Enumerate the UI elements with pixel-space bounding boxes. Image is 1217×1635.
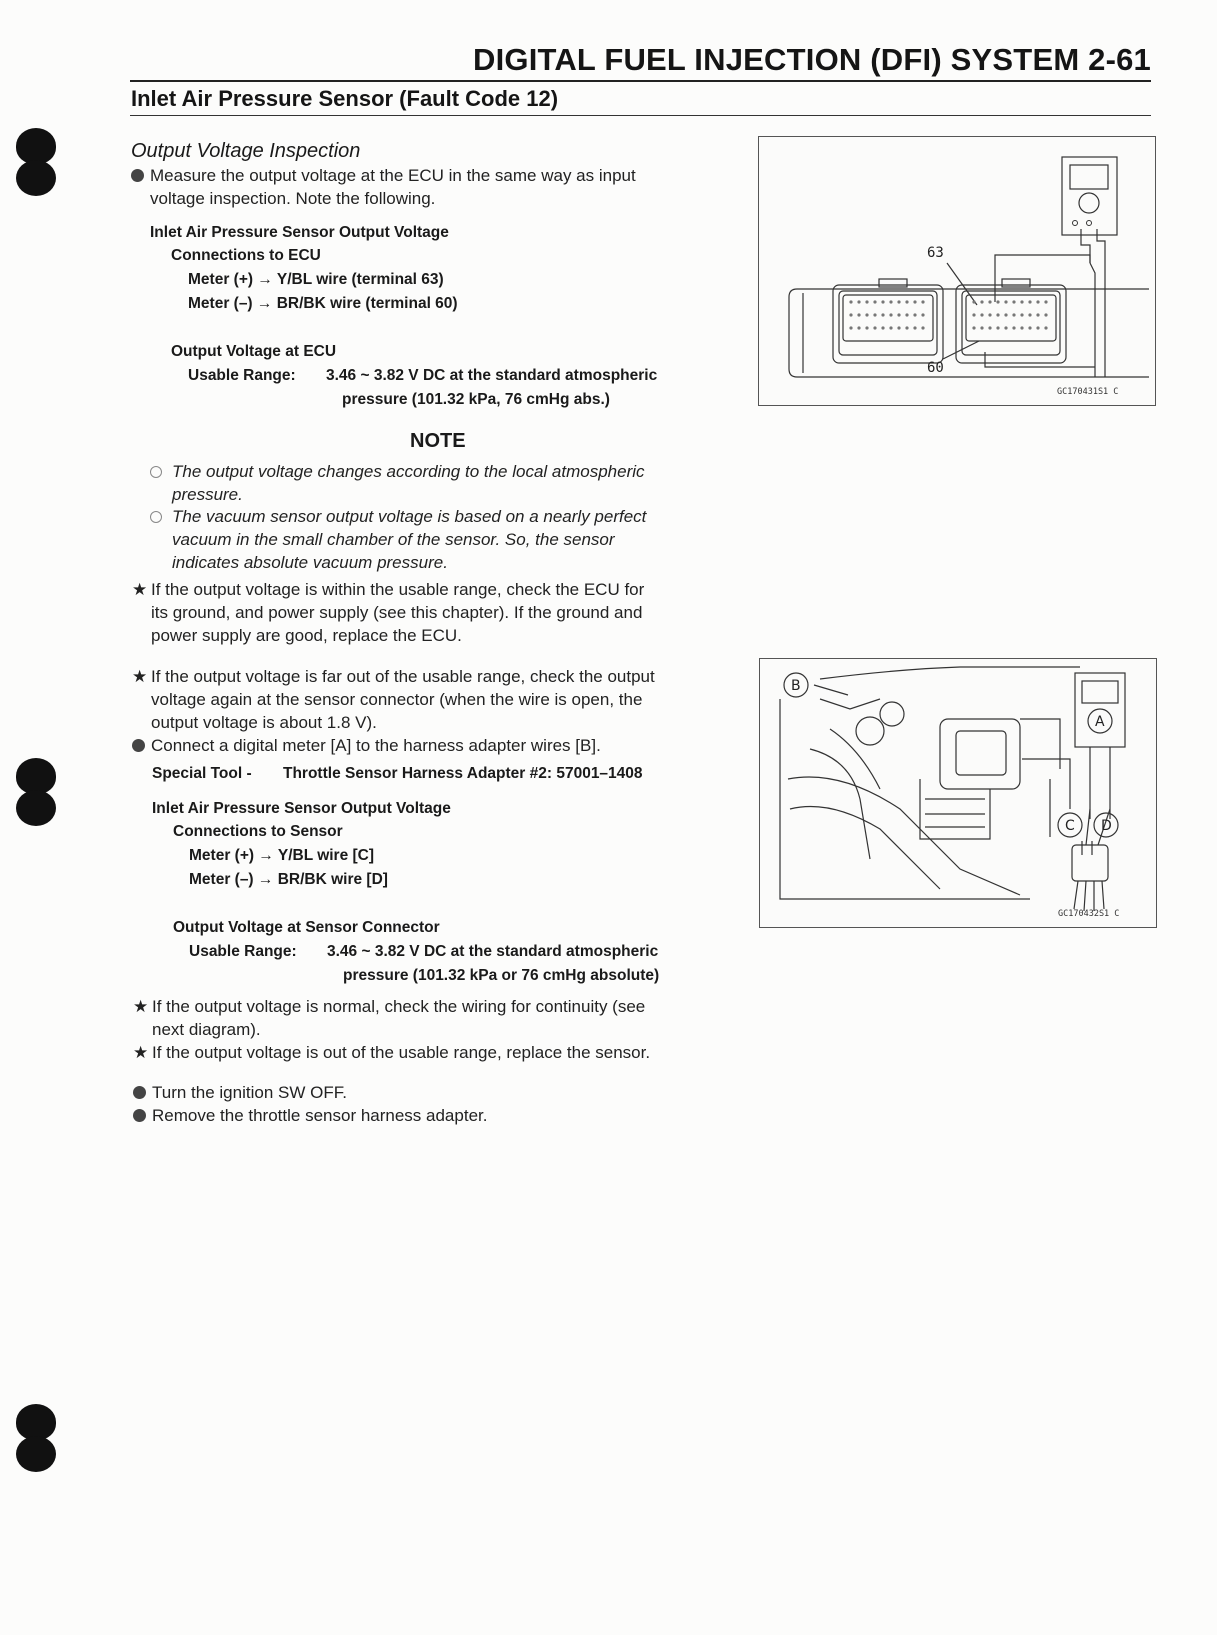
star-icon: ★ (133, 997, 149, 1016)
step-connect-meter: Connect a digital meter [A] to the harness adapter wires [B]. (151, 734, 727, 757)
star-icon: ★ (132, 667, 148, 686)
star-item-sensor-check: ★ If the output voltage is far out of the usable range, check the output voltage again at the sensor connector (when the wire is open, the output voltage is about 1.8 V). (132, 667, 655, 732)
subheading: Output Voltage Inspection (131, 140, 361, 162)
binder-hole (16, 1404, 60, 1472)
note-heading: NOTE (410, 430, 466, 452)
figure-sensor-harness (759, 658, 1157, 928)
spec-output-at: Output Voltage at Sensor Connector (173, 919, 440, 936)
spec-meter-minus: Meter (–) → BR/BK wire [D] (189, 871, 388, 888)
note-item: The output voltage changes according to the local atmospheric pressure. (172, 460, 727, 506)
bullet-icon (133, 1086, 146, 1099)
header-rule (130, 80, 1151, 82)
spec-usable-label: Usable Range: (188, 367, 296, 384)
star-item-ecu-check: ★ If the output voltage is within the usable range, check the ECU for its ground, and power supply (see this chapter). If the ground and power supply are good, replace the ECU. (132, 580, 645, 645)
label-terminal-60: 60 (927, 360, 944, 376)
spec-meter-plus: Meter (+) → Y/BL wire (terminal 63) (188, 271, 444, 288)
bullet-icon (132, 739, 145, 752)
label-c: C (1065, 818, 1075, 834)
label-b: B (791, 678, 801, 694)
note-item: The vacuum sensor output voltage is based on a nearly perfect vacuum in the small chamber of the sensor. So, the sensor indicates absolute vacuum pressure. (172, 505, 727, 574)
section-rule (130, 115, 1151, 116)
step-remove-adapter: Remove the throttle sensor harness adapter. (152, 1104, 727, 1127)
label-a: A (1095, 714, 1105, 730)
spec-meter-minus: Meter (–) → BR/BK wire (terminal 60) (188, 295, 458, 312)
step-measure: Measure the output voltage at the ECU in the same way as input voltage inspection. Note the following. (150, 164, 727, 210)
step-ignition-off: Turn the ignition SW OFF. (152, 1081, 727, 1104)
spec-usable-value-cont: pressure (101.32 kPa or 76 cmHg absolute) (343, 967, 660, 984)
binder-hole (16, 758, 60, 826)
star-item-normal: ★ If the output voltage is normal, check the wiring for continuity (see next diagram). (133, 997, 646, 1039)
spec-meter-plus: Meter (+) → Y/BL wire [C] (189, 847, 375, 864)
spec-usable-value: 3.46 ~ 3.82 V DC at the standard atmospheric (327, 943, 659, 960)
label-terminal-63: 63 (927, 245, 944, 261)
section-title: Inlet Air Pressure Sensor (Fault Code 12) (131, 86, 559, 111)
spec-output-at: Output Voltage at ECU (171, 343, 337, 360)
spec-title: Inlet Air Pressure Sensor Output Voltage (150, 224, 449, 241)
sensor-harness-diagram (760, 659, 1156, 927)
spec-title: Inlet Air Pressure Sensor Output Voltage (152, 800, 451, 817)
special-tool-value: Throttle Sensor Harness Adapter #2: 57001–1408 (283, 765, 643, 782)
page-header-title: DIGITAL FUEL INJECTION (DFI) SYSTEM 2-61 (472, 42, 1151, 77)
star-icon: ★ (133, 1043, 149, 1062)
spec-usable-value: 3.46 ~ 3.82 V DC at the standard atmospheric (326, 367, 658, 384)
bullet-icon (133, 1109, 146, 1122)
special-tool-label: Special Tool - (152, 765, 252, 782)
spec-connections: Connections to ECU (171, 247, 321, 264)
ecu-connector-diagram (759, 137, 1155, 405)
spec-connections: Connections to Sensor (173, 823, 343, 840)
figure-code: GC170431S1 C (1057, 387, 1119, 397)
bullet-icon (131, 169, 144, 182)
circle-bullet-icon (150, 466, 162, 478)
label-d: D (1101, 818, 1112, 834)
star-icon: ★ (132, 580, 148, 599)
figure-code: GC170432S1 C (1058, 909, 1120, 919)
star-item-replace: ★ If the output voltage is out of the usable range, replace the sensor. (133, 1043, 651, 1062)
spec-usable-label: Usable Range: (189, 943, 297, 960)
spec-usable-value-cont: pressure (101.32 kPa, 76 cmHg abs.) (342, 391, 610, 408)
figure-ecu-connector (758, 136, 1156, 406)
circle-bullet-icon (150, 511, 162, 523)
binder-hole (16, 128, 60, 196)
